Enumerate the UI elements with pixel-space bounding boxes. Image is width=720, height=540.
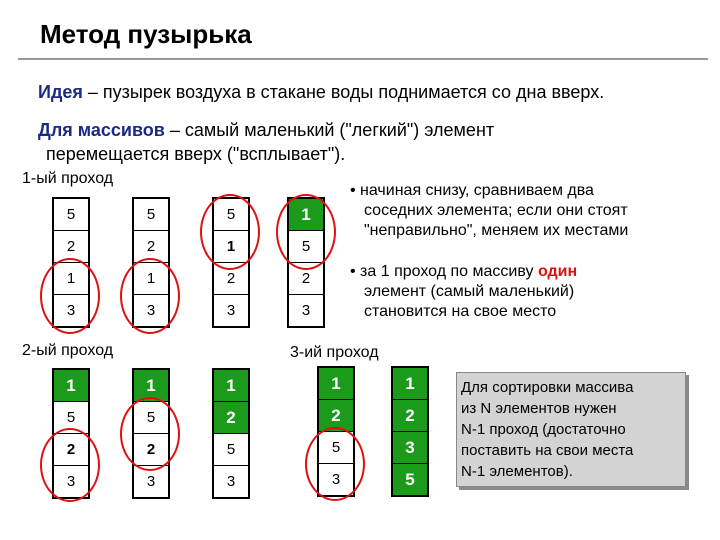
pass-3-label: 3-ий проход bbox=[290, 344, 379, 361]
note-line-3: N-1 проход (достаточно bbox=[461, 421, 626, 438]
bullet-compare bbox=[350, 181, 628, 241]
cell: 5 bbox=[54, 199, 88, 231]
pass-1-column-1 bbox=[52, 197, 90, 328]
bullet-compare-line-1: • начиная снизу, сравниваем два bbox=[350, 182, 594, 199]
pass-2-column-3 bbox=[212, 368, 250, 499]
cell: 5 bbox=[214, 434, 248, 466]
cell-sorted: 3 bbox=[393, 432, 427, 464]
cell: 1 bbox=[214, 231, 248, 263]
cell: 5 bbox=[54, 402, 88, 434]
cell-sorted: 2 bbox=[319, 400, 353, 432]
idea-text: – пузырек воздуха в стакане воды поднимается со дна вверх. bbox=[82, 82, 605, 102]
cell-sorted: 1 bbox=[319, 368, 353, 400]
arrays-text-2: перемещается вверх ("всплывает"). bbox=[46, 144, 346, 164]
bullet-one-pass-line-1: • за 1 проход по массиву bbox=[350, 263, 538, 280]
idea-line bbox=[38, 82, 604, 103]
pass-2-column-2 bbox=[132, 368, 170, 499]
pass-1-column-3 bbox=[212, 197, 250, 328]
cell-sorted: 1 bbox=[393, 368, 427, 400]
bullet-compare-line-2: соседних элемента; если они стоят bbox=[364, 202, 628, 219]
cell: 2 bbox=[214, 263, 248, 295]
cell-sorted: 5 bbox=[393, 464, 427, 495]
cell: 3 bbox=[226, 302, 236, 319]
bullet-one-pass-line-2: элемент (самый маленький) bbox=[364, 283, 575, 300]
cell: 5 bbox=[289, 231, 323, 263]
cell: 2 bbox=[134, 434, 168, 466]
pass-2-label: 2-ый проход bbox=[22, 342, 114, 359]
cell: 5 bbox=[319, 432, 353, 464]
cell: 1 bbox=[134, 263, 168, 295]
cell: 5 bbox=[134, 402, 168, 434]
note-line-1: Для сортировки массива bbox=[461, 379, 634, 396]
cell: 3 bbox=[66, 302, 76, 319]
bullet-one-pass bbox=[350, 262, 577, 322]
cell: 3 bbox=[331, 471, 341, 488]
pass-1-column-4 bbox=[287, 197, 325, 328]
arrays-text-1: – самый маленький ("легкий") элемент bbox=[164, 120, 495, 140]
note-line-5: N-1 элементов). bbox=[461, 463, 573, 480]
bullet-one-pass-highlight: один bbox=[537, 263, 578, 280]
bullet-compare-line-3: "неправильно", меняем их местами bbox=[364, 222, 629, 239]
note-line-2: из N элементов нужен bbox=[461, 400, 617, 417]
cell: 3 bbox=[66, 473, 76, 490]
cell-sorted: 1 bbox=[54, 370, 88, 402]
cell: 2 bbox=[54, 231, 88, 263]
summary-note bbox=[456, 372, 686, 487]
bullet-one-pass-line-3: становится на свое место bbox=[364, 303, 557, 320]
cell: 3 bbox=[146, 473, 156, 490]
cell-sorted: 1 bbox=[289, 199, 323, 231]
cell: 3 bbox=[146, 302, 156, 319]
cell: 5 bbox=[214, 199, 248, 231]
cell: 2 bbox=[134, 231, 168, 263]
cell: 3 bbox=[226, 473, 236, 490]
cell-sorted: 2 bbox=[214, 402, 248, 434]
pass-2-column-1 bbox=[52, 368, 90, 499]
pass-3-column-2 bbox=[391, 366, 429, 497]
note-line-4: поставить на свои места bbox=[461, 442, 634, 459]
pass-1-column-2 bbox=[132, 197, 170, 328]
pass-3-column-1 bbox=[317, 366, 355, 497]
idea-lead: Идея bbox=[38, 82, 83, 102]
cell-sorted: 1 bbox=[134, 370, 168, 402]
cell-sorted: 2 bbox=[393, 400, 427, 432]
cell: 2 bbox=[289, 263, 323, 295]
arrays-paragraph bbox=[38, 118, 494, 166]
page-title: Метод пузырька bbox=[40, 19, 252, 49]
cell: 3 bbox=[301, 302, 311, 319]
cell: 2 bbox=[54, 434, 88, 466]
cell: 1 bbox=[54, 263, 88, 295]
cell: 5 bbox=[134, 199, 168, 231]
cell-sorted: 1 bbox=[214, 370, 248, 402]
arrays-lead: Для массивов bbox=[38, 120, 165, 140]
pass-1-label: 1-ый проход bbox=[22, 170, 114, 187]
